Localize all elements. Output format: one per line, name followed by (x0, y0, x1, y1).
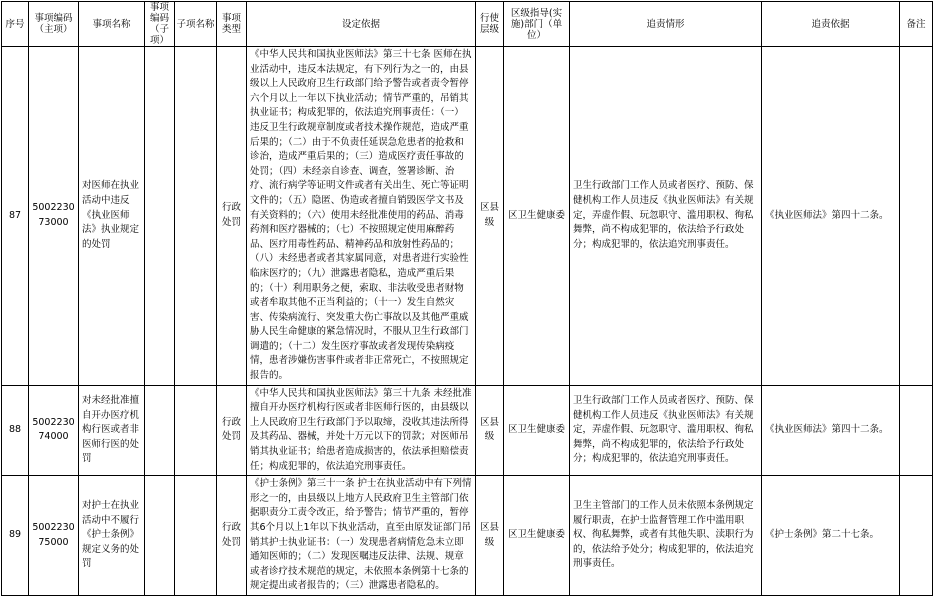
cell-code-sub (145, 385, 175, 476)
cell-code-main: 500223074000 (29, 385, 79, 476)
cell-code-main: 500223075000 (29, 476, 79, 596)
header-code-main: 事项编码（主项） (29, 2, 79, 47)
cell-name: 对医师在执业活动中违反《执业医师法》执业规定的处罚 (79, 47, 145, 386)
cell-note (900, 47, 933, 386)
cell-code-sub (145, 476, 175, 596)
cell-basis: 《中华人民共和国执业医师法》第三十七条 医师在执业活动中，违反本法规定，有下列行为之一的，由县级以上人民政府卫生行政部门给予警告或者责令暂停六个月以上一年以下执业活动；情节严重的，吊销其执业证书；构成犯罪的，依法追究刑事责任：（一）违反卫生行政规章制度或者技术操作规范，造成严重后果的；（二）由于不负责任延误急危患者的抢救和诊治，造成严重后果的；（三）造成医疗责任事故的处罚；（四）未经亲自诊查、调查，签署诊断、治疗、流行病学等证明文件或者有关出生、死亡等证明文件的；（五）隐匿、伪造或者擅自销毁医学文书及有关资料的；（六）使用未经批准使用的药品、消毒药剂和医疗器械的；（七）不按照规定使用麻醉药品、医疗用毒性药品、精神药品和放射性药品的；（八）未经患者或者其家属同意，对患者进行实验性临床医疗的；（九）泄露患者隐私，造成严重后果的；（十）利用职务之便，索取、非法收受患者财物或者牟取其他不正当利益的；（十一）发生自然灾害、传染病流行、突发重大伤亡事故以及其他严重威胁人民生命健康的紧急情况时，不服从卫生行政部门调遣的；（十二）发生医疗事故或者发现传染病疫情，患者涉嫌伤害事件或者非正常死亡，不按照规定报告的。 (247, 47, 476, 386)
cell-dept: 区卫生健康委 (504, 47, 570, 386)
header-row (2, 2, 933, 47)
table-row (2, 476, 933, 596)
cell-type: 行政处罚 (217, 476, 247, 596)
cell-level: 区县级 (476, 476, 504, 596)
cell-sub-name (175, 385, 217, 476)
header-level: 行使层级 (476, 2, 504, 47)
cell-basis: 《中华人民共和国执业医师法》第三十九条 未经批准擅自开办医疗机构行医或者非医师行医的，由县级以上人民政府卫生行政部门予以取缔，没收其违法所得及其药品、器械，并处十万元以下的罚款；对医师吊销其执业证书；给患者造成损害的，依法承担赔偿责任；构成犯罪的，依法追究刑事责任。 (247, 385, 476, 476)
cell-basis: 《护士条例》第三十一条 护士在执业活动中有下列情形之一的，由县级以上地方人民政府卫生主管部门依据职责分工责令改正，给予警告；情节严重的，暂停其6个月以上1年以下执业活动，直至由原发证部门吊销其护士执业证书：（一）发现患者病情危急未立即通知医师的；（二）发现医嘱违反法律、法规、规章或者诊疗技术规范的规定，未依照本条例第十七条的规定提出或者报告的；（三）泄露患者隐私的。 (247, 476, 476, 596)
cell-acc-basis: 《执业医师法》第四十二条。 (762, 385, 900, 476)
cell-acc-basis: 《执业医师法》第四十二条。 (762, 47, 900, 386)
cell-name: 对护士在执业活动中不履行《护士条例》规定义务的处罚 (79, 476, 145, 596)
header-name: 事项名称 (79, 2, 145, 47)
accountability-table (1, 1, 933, 596)
cell-code-sub (145, 47, 175, 386)
cell-note (900, 385, 933, 476)
cell-name: 对未经批准擅自开办医疗机构行医或者非医师行医的处罚 (79, 385, 145, 476)
table-row (2, 385, 933, 476)
cell-type: 行政处罚 (217, 385, 247, 476)
cell-seq: 89 (2, 476, 29, 596)
cell-acc-basis: 《护士条例》第二十七条。 (762, 476, 900, 596)
cell-seq: 88 (2, 385, 29, 476)
cell-code-main: 500223073000 (29, 47, 79, 386)
cell-note (900, 476, 933, 596)
table-row (2, 47, 933, 386)
cell-accountability: 卫生主管部门的工作人员未依照本条例规定履行职责，在护士监督管理工作中滥用职权、徇私舞弊，或者有其他失职、渎职行为的，依法给予处分；构成犯罪的，依法追究刑事责任。 (570, 476, 762, 596)
cell-sub-name (175, 476, 217, 596)
cell-seq: 87 (2, 47, 29, 386)
header-sub-name: 子项名称 (175, 2, 217, 47)
cell-type: 行政处罚 (217, 47, 247, 386)
cell-dept: 区卫生健康委 (504, 476, 570, 596)
cell-level: 区县级 (476, 47, 504, 386)
cell-sub-name (175, 47, 217, 386)
cell-dept: 区卫生健康委 (504, 385, 570, 476)
header-basis: 设定依据 (247, 2, 476, 47)
header-dept: 区级指导(实施)部门（单位） (504, 2, 570, 47)
cell-level: 区县级 (476, 385, 504, 476)
cell-accountability: 卫生行政部门工作人员或者医疗、预防、保健机构工作人员违反《执业医师法》有关规定，弄虚作假、玩忽职守、滥用职权、徇私舞弊，尚不构成犯罪的，依法给予行政处分；构成犯罪的，依法追究刑事责任。 (570, 385, 762, 476)
header-acc-basis: 追责依据 (762, 2, 900, 47)
header-type: 事项类型 (217, 2, 247, 47)
header-seq: 序号 (2, 2, 29, 47)
header-code-sub: 事项编码（子项） (145, 2, 175, 47)
cell-accountability: 卫生行政部门工作人员或者医疗、预防、保健机构工作人员违反《执业医师法》有关规定，弄虚作假、玩忽职守、滥用职权、徇私舞弊，尚不构成犯罪的，依法给予行政处分；构成犯罪的，依法追究刑事责任。 (570, 47, 762, 386)
header-accountability: 追责情形 (570, 2, 762, 47)
header-note: 备注 (900, 2, 933, 47)
